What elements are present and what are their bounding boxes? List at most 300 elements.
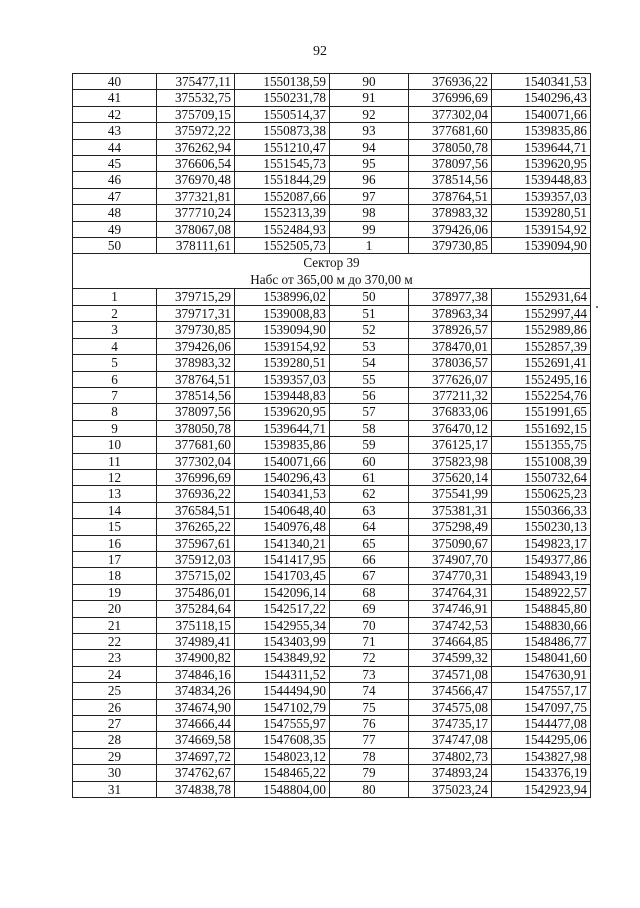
x-coordinate-cell: 377681,60 [157,437,235,453]
point-number-cell: 93 [330,123,409,139]
point-number-cell: 29 [73,748,157,764]
table-row [73,486,591,502]
point-number-cell: 7 [73,387,157,403]
y-coordinate-cell: 1550231,78 [235,90,330,106]
y-coordinate-cell: 1552997,44 [492,305,591,321]
x-coordinate-cell: 377626,07 [409,371,492,387]
point-number-cell: 23 [73,650,157,666]
table-row [73,469,591,485]
table-row [73,519,591,535]
x-coordinate-cell: 374989,41 [157,634,235,650]
point-number-cell: 43 [73,123,157,139]
table-row [73,601,591,617]
y-coordinate-cell: 1552087,66 [235,188,330,204]
point-number-cell: 13 [73,486,157,502]
y-coordinate-cell: 1550230,13 [492,519,591,535]
x-coordinate-cell: 377302,04 [157,453,235,469]
x-coordinate-cell: 375967,61 [157,535,235,551]
point-number-cell: 90 [330,74,409,90]
point-number-cell: 99 [330,221,409,237]
table-row [73,404,591,420]
point-number-cell: 58 [330,420,409,436]
point-number-cell: 98 [330,205,409,221]
y-coordinate-cell: 1544295,06 [492,732,591,748]
x-coordinate-cell: 377681,60 [409,123,492,139]
sector-title-row [73,254,591,272]
x-coordinate-cell: 378050,78 [409,139,492,155]
y-coordinate-cell: 1551355,75 [492,437,591,453]
x-coordinate-cell: 375023,24 [409,781,492,797]
point-number-cell: 50 [73,238,157,254]
y-coordinate-cell: 1552313,39 [235,205,330,221]
table-row [73,305,591,321]
point-number-cell: 1 [330,238,409,254]
x-coordinate-cell: 379426,06 [157,338,235,354]
x-coordinate-cell: 376265,22 [157,519,235,535]
y-coordinate-cell: 1540296,43 [235,469,330,485]
x-coordinate-cell: 374762,67 [157,765,235,781]
x-coordinate-cell: 374834,26 [157,683,235,699]
y-coordinate-cell: 1543827,98 [492,748,591,764]
point-number-cell: 67 [330,568,409,584]
y-coordinate-cell: 1550514,37 [235,106,330,122]
y-coordinate-cell: 1547557,17 [492,683,591,699]
x-coordinate-cell: 376996,69 [157,469,235,485]
y-coordinate-cell: 1551210,47 [235,139,330,155]
x-coordinate-cell: 376470,12 [409,420,492,436]
x-coordinate-cell: 374764,31 [409,584,492,600]
point-number-cell: 5 [73,355,157,371]
table-row [73,106,591,122]
table-row [73,437,591,453]
x-coordinate-cell: 375486,01 [157,584,235,600]
x-coordinate-cell: 376996,69 [409,90,492,106]
y-coordinate-cell: 1539644,71 [235,420,330,436]
x-coordinate-cell: 374893,24 [409,765,492,781]
x-coordinate-cell: 374846,16 [157,666,235,682]
x-coordinate-cell: 374900,82 [157,650,235,666]
x-coordinate-cell: 375620,14 [409,469,492,485]
x-coordinate-cell: 375298,49 [409,519,492,535]
table-row [73,535,591,551]
y-coordinate-cell: 1539008,83 [235,305,330,321]
y-coordinate-cell: 1552254,76 [492,387,591,403]
point-number-cell: 97 [330,188,409,204]
table-row [73,502,591,518]
sector-subtitle: Набс от 365,00 м до 370,00 м [73,271,591,289]
x-coordinate-cell: 378926,57 [409,322,492,338]
y-coordinate-cell: 1539620,95 [492,156,591,172]
x-coordinate-cell: 378067,08 [157,221,235,237]
point-number-cell: 10 [73,437,157,453]
x-coordinate-cell: 378764,51 [157,371,235,387]
point-number-cell: 4 [73,338,157,354]
x-coordinate-cell: 376606,54 [157,156,235,172]
x-coordinate-cell: 375912,03 [157,551,235,567]
table-row [73,617,591,633]
y-coordinate-cell: 1551991,65 [492,404,591,420]
point-number-cell: 72 [330,650,409,666]
point-number-cell: 14 [73,502,157,518]
point-number-cell: 63 [330,502,409,518]
y-coordinate-cell: 1550138,59 [235,74,330,90]
point-number-cell: 16 [73,535,157,551]
y-coordinate-cell: 1547608,35 [235,732,330,748]
y-coordinate-cell: 1543849,92 [235,650,330,666]
x-coordinate-cell: 376936,22 [409,74,492,90]
point-number-cell: 70 [330,617,409,633]
x-coordinate-cell: 374674,90 [157,699,235,715]
x-coordinate-cell: 376125,17 [409,437,492,453]
x-coordinate-cell: 375709,15 [157,106,235,122]
y-coordinate-cell: 1551844,29 [235,172,330,188]
y-coordinate-cell: 1542955,34 [235,617,330,633]
point-number-cell: 9 [73,420,157,436]
x-coordinate-cell: 374599,32 [409,650,492,666]
point-number-cell: 79 [330,765,409,781]
y-coordinate-cell: 1552505,73 [235,238,330,254]
y-coordinate-cell: 1548023,12 [235,748,330,764]
x-coordinate-cell: 374770,31 [409,568,492,584]
x-coordinate-cell: 377302,04 [409,106,492,122]
point-number-cell: 65 [330,535,409,551]
point-number-cell: 17 [73,551,157,567]
point-number-cell: 12 [73,469,157,485]
y-coordinate-cell: 1542517,22 [235,601,330,617]
y-coordinate-cell: 1540071,66 [235,453,330,469]
table-row [73,74,591,90]
point-number-cell: 20 [73,601,157,617]
table-row [73,453,591,469]
y-coordinate-cell: 1552484,93 [235,221,330,237]
point-number-cell: 40 [73,74,157,90]
point-number-cell: 80 [330,781,409,797]
point-number-cell: 94 [330,139,409,155]
y-coordinate-cell: 1552931,64 [492,289,591,305]
table-row [73,123,591,139]
y-coordinate-cell: 1548830,66 [492,617,591,633]
y-coordinate-cell: 1548486,77 [492,634,591,650]
y-coordinate-cell: 1551692,15 [492,420,591,436]
y-coordinate-cell: 1549823,17 [492,535,591,551]
y-coordinate-cell: 1543403,99 [235,634,330,650]
x-coordinate-cell: 378983,32 [409,205,492,221]
point-number-cell: 68 [330,584,409,600]
x-coordinate-cell: 374746,91 [409,601,492,617]
table-row [73,289,591,305]
y-coordinate-cell: 1544477,08 [492,716,591,732]
table-row [73,156,591,172]
y-coordinate-cell: 1550366,33 [492,502,591,518]
x-coordinate-cell: 375541,99 [409,486,492,502]
point-number-cell: 56 [330,387,409,403]
y-coordinate-cell: 1540071,66 [492,106,591,122]
point-number-cell: 45 [73,156,157,172]
y-coordinate-cell: 1541703,45 [235,568,330,584]
y-coordinate-cell: 1547102,79 [235,699,330,715]
point-number-cell: 75 [330,699,409,715]
point-number-cell: 92 [330,106,409,122]
y-coordinate-cell: 1540341,53 [492,74,591,90]
point-number-cell: 24 [73,666,157,682]
point-number-cell: 6 [73,371,157,387]
y-coordinate-cell: 1539644,71 [492,139,591,155]
y-coordinate-cell: 1539448,83 [235,387,330,403]
x-coordinate-cell: 378470,01 [409,338,492,354]
table-row [73,322,591,338]
table-row [73,371,591,387]
point-number-cell: 66 [330,551,409,567]
y-coordinate-cell: 1548804,00 [235,781,330,797]
x-coordinate-cell: 375532,75 [157,90,235,106]
point-number-cell: 95 [330,156,409,172]
y-coordinate-cell: 1539094,90 [235,322,330,338]
point-number-cell: 8 [73,404,157,420]
point-number-cell: 96 [330,172,409,188]
x-coordinate-cell: 374742,53 [409,617,492,633]
point-number-cell: 25 [73,683,157,699]
point-number-cell: 15 [73,519,157,535]
table-row [73,650,591,666]
x-coordinate-cell: 374666,44 [157,716,235,732]
x-coordinate-cell: 379730,85 [157,322,235,338]
x-coordinate-cell: 375381,31 [409,502,492,518]
point-number-cell: 31 [73,781,157,797]
top-rows [73,74,591,254]
y-coordinate-cell: 1539280,51 [235,355,330,371]
table-row [73,139,591,155]
table-row [73,765,591,781]
point-number-cell: 69 [330,601,409,617]
x-coordinate-cell: 379426,06 [409,221,492,237]
y-coordinate-cell: 1543376,19 [492,765,591,781]
x-coordinate-cell: 378963,34 [409,305,492,321]
point-number-cell: 18 [73,568,157,584]
y-coordinate-cell: 1539154,92 [235,338,330,354]
x-coordinate-cell: 374575,08 [409,699,492,715]
table-row [73,355,591,371]
y-coordinate-cell: 1548845,80 [492,601,591,617]
point-number-cell: 30 [73,765,157,781]
x-coordinate-cell: 375477,11 [157,74,235,90]
point-number-cell: 77 [330,732,409,748]
table-row [73,338,591,354]
table-row [73,221,591,237]
y-coordinate-cell: 1539357,03 [492,188,591,204]
x-coordinate-cell: 376833,06 [409,404,492,420]
point-number-cell: 73 [330,666,409,682]
point-number-cell: 2 [73,305,157,321]
table-row [73,666,591,682]
table-row [73,420,591,436]
x-coordinate-cell: 374664,85 [409,634,492,650]
table-row [73,584,591,600]
point-number-cell: 54 [330,355,409,371]
point-number-cell: 64 [330,519,409,535]
y-coordinate-cell: 1539835,86 [492,123,591,139]
table-row [73,205,591,221]
x-coordinate-cell: 378097,56 [157,404,235,420]
y-coordinate-cell: 1549377,86 [492,551,591,567]
point-number-cell: 11 [73,453,157,469]
x-coordinate-cell: 374735,17 [409,716,492,732]
point-number-cell: 41 [73,90,157,106]
x-coordinate-cell: 374802,73 [409,748,492,764]
x-coordinate-cell: 374571,08 [409,666,492,682]
point-number-cell: 47 [73,188,157,204]
point-number-cell: 19 [73,584,157,600]
y-coordinate-cell: 1539357,03 [235,371,330,387]
sector-title: Сектор 39 [73,254,591,272]
table-row [73,551,591,567]
x-coordinate-cell: 378050,78 [157,420,235,436]
y-coordinate-cell: 1551008,39 [492,453,591,469]
point-number-cell: 55 [330,371,409,387]
point-number-cell: 48 [73,205,157,221]
y-coordinate-cell: 1547630,91 [492,666,591,682]
table-row [73,238,591,254]
point-number-cell: 21 [73,617,157,633]
x-coordinate-cell: 379717,31 [157,305,235,321]
x-coordinate-cell: 378977,38 [409,289,492,305]
point-number-cell: 1 [73,289,157,305]
point-number-cell: 52 [330,322,409,338]
y-coordinate-cell: 1539448,83 [492,172,591,188]
y-coordinate-cell: 1548465,22 [235,765,330,781]
point-number-cell: 26 [73,699,157,715]
x-coordinate-cell: 378036,57 [409,355,492,371]
point-number-cell: 49 [73,221,157,237]
scan-speck [596,306,598,308]
table-row [73,568,591,584]
page-number: 92 [313,44,327,59]
y-coordinate-cell: 1551545,73 [235,156,330,172]
x-coordinate-cell: 378111,61 [157,238,235,254]
y-coordinate-cell: 1552989,86 [492,322,591,338]
bottom-rows [73,289,591,798]
y-coordinate-cell: 1541340,21 [235,535,330,551]
x-coordinate-cell: 374697,72 [157,748,235,764]
x-coordinate-cell: 379730,85 [409,238,492,254]
x-coordinate-cell: 378983,32 [157,355,235,371]
coordinates-table [72,73,591,798]
x-coordinate-cell: 375118,15 [157,617,235,633]
x-coordinate-cell: 374838,78 [157,781,235,797]
point-number-cell: 28 [73,732,157,748]
y-coordinate-cell: 1539280,51 [492,205,591,221]
sector-subtitle-row [73,271,591,289]
y-coordinate-cell: 1547555,97 [235,716,330,732]
y-coordinate-cell: 1540648,40 [235,502,330,518]
y-coordinate-cell: 1539620,95 [235,404,330,420]
point-number-cell: 51 [330,305,409,321]
x-coordinate-cell: 378514,56 [409,172,492,188]
x-coordinate-cell: 376970,48 [157,172,235,188]
y-coordinate-cell: 1540976,48 [235,519,330,535]
y-coordinate-cell: 1542923,94 [492,781,591,797]
table-row [73,732,591,748]
table-row [73,172,591,188]
x-coordinate-cell: 378097,56 [409,156,492,172]
y-coordinate-cell: 1548041,60 [492,650,591,666]
point-number-cell: 59 [330,437,409,453]
y-coordinate-cell: 1539094,90 [492,238,591,254]
y-coordinate-cell: 1544494,90 [235,683,330,699]
y-coordinate-cell: 1541417,95 [235,551,330,567]
x-coordinate-cell: 374566,47 [409,683,492,699]
x-coordinate-cell: 374907,70 [409,551,492,567]
point-number-cell: 44 [73,139,157,155]
x-coordinate-cell: 375823,98 [409,453,492,469]
point-number-cell: 76 [330,716,409,732]
point-number-cell: 91 [330,90,409,106]
point-number-cell: 50 [330,289,409,305]
x-coordinate-cell: 374669,58 [157,732,235,748]
sector-header [73,254,591,289]
y-coordinate-cell: 1550873,38 [235,123,330,139]
x-coordinate-cell: 378764,51 [409,188,492,204]
y-coordinate-cell: 1542096,14 [235,584,330,600]
table-row [73,634,591,650]
x-coordinate-cell: 375715,02 [157,568,235,584]
y-coordinate-cell: 1548943,19 [492,568,591,584]
y-coordinate-cell: 1538996,02 [235,289,330,305]
point-number-cell: 71 [330,634,409,650]
point-number-cell: 3 [73,322,157,338]
point-number-cell: 60 [330,453,409,469]
x-coordinate-cell: 375284,64 [157,601,235,617]
x-coordinate-cell: 376936,22 [157,486,235,502]
table-row [73,188,591,204]
y-coordinate-cell: 1552857,39 [492,338,591,354]
table-row [73,90,591,106]
x-coordinate-cell: 376262,94 [157,139,235,155]
y-coordinate-cell: 1550625,23 [492,486,591,502]
y-coordinate-cell: 1539835,86 [235,437,330,453]
y-coordinate-cell: 1548922,57 [492,584,591,600]
table-row [73,781,591,797]
point-number-cell: 53 [330,338,409,354]
point-number-cell: 61 [330,469,409,485]
point-number-cell: 27 [73,716,157,732]
point-number-cell: 57 [330,404,409,420]
y-coordinate-cell: 1552495,16 [492,371,591,387]
x-coordinate-cell: 377321,81 [157,188,235,204]
x-coordinate-cell: 375090,67 [409,535,492,551]
y-coordinate-cell: 1544311,52 [235,666,330,682]
x-coordinate-cell: 378514,56 [157,387,235,403]
x-coordinate-cell: 375972,22 [157,123,235,139]
point-number-cell: 42 [73,106,157,122]
x-coordinate-cell: 377710,24 [157,205,235,221]
y-coordinate-cell: 1539154,92 [492,221,591,237]
table-row [73,699,591,715]
y-coordinate-cell: 1552691,41 [492,355,591,371]
y-coordinate-cell: 1540341,53 [235,486,330,502]
point-number-cell: 22 [73,634,157,650]
table-row [73,387,591,403]
table-row [73,716,591,732]
table-row [73,683,591,699]
x-coordinate-cell: 377211,32 [409,387,492,403]
x-coordinate-cell: 379715,29 [157,289,235,305]
y-coordinate-cell: 1540296,43 [492,90,591,106]
y-coordinate-cell: 1547097,75 [492,699,591,715]
point-number-cell: 74 [330,683,409,699]
point-number-cell: 46 [73,172,157,188]
point-number-cell: 78 [330,748,409,764]
x-coordinate-cell: 374747,08 [409,732,492,748]
